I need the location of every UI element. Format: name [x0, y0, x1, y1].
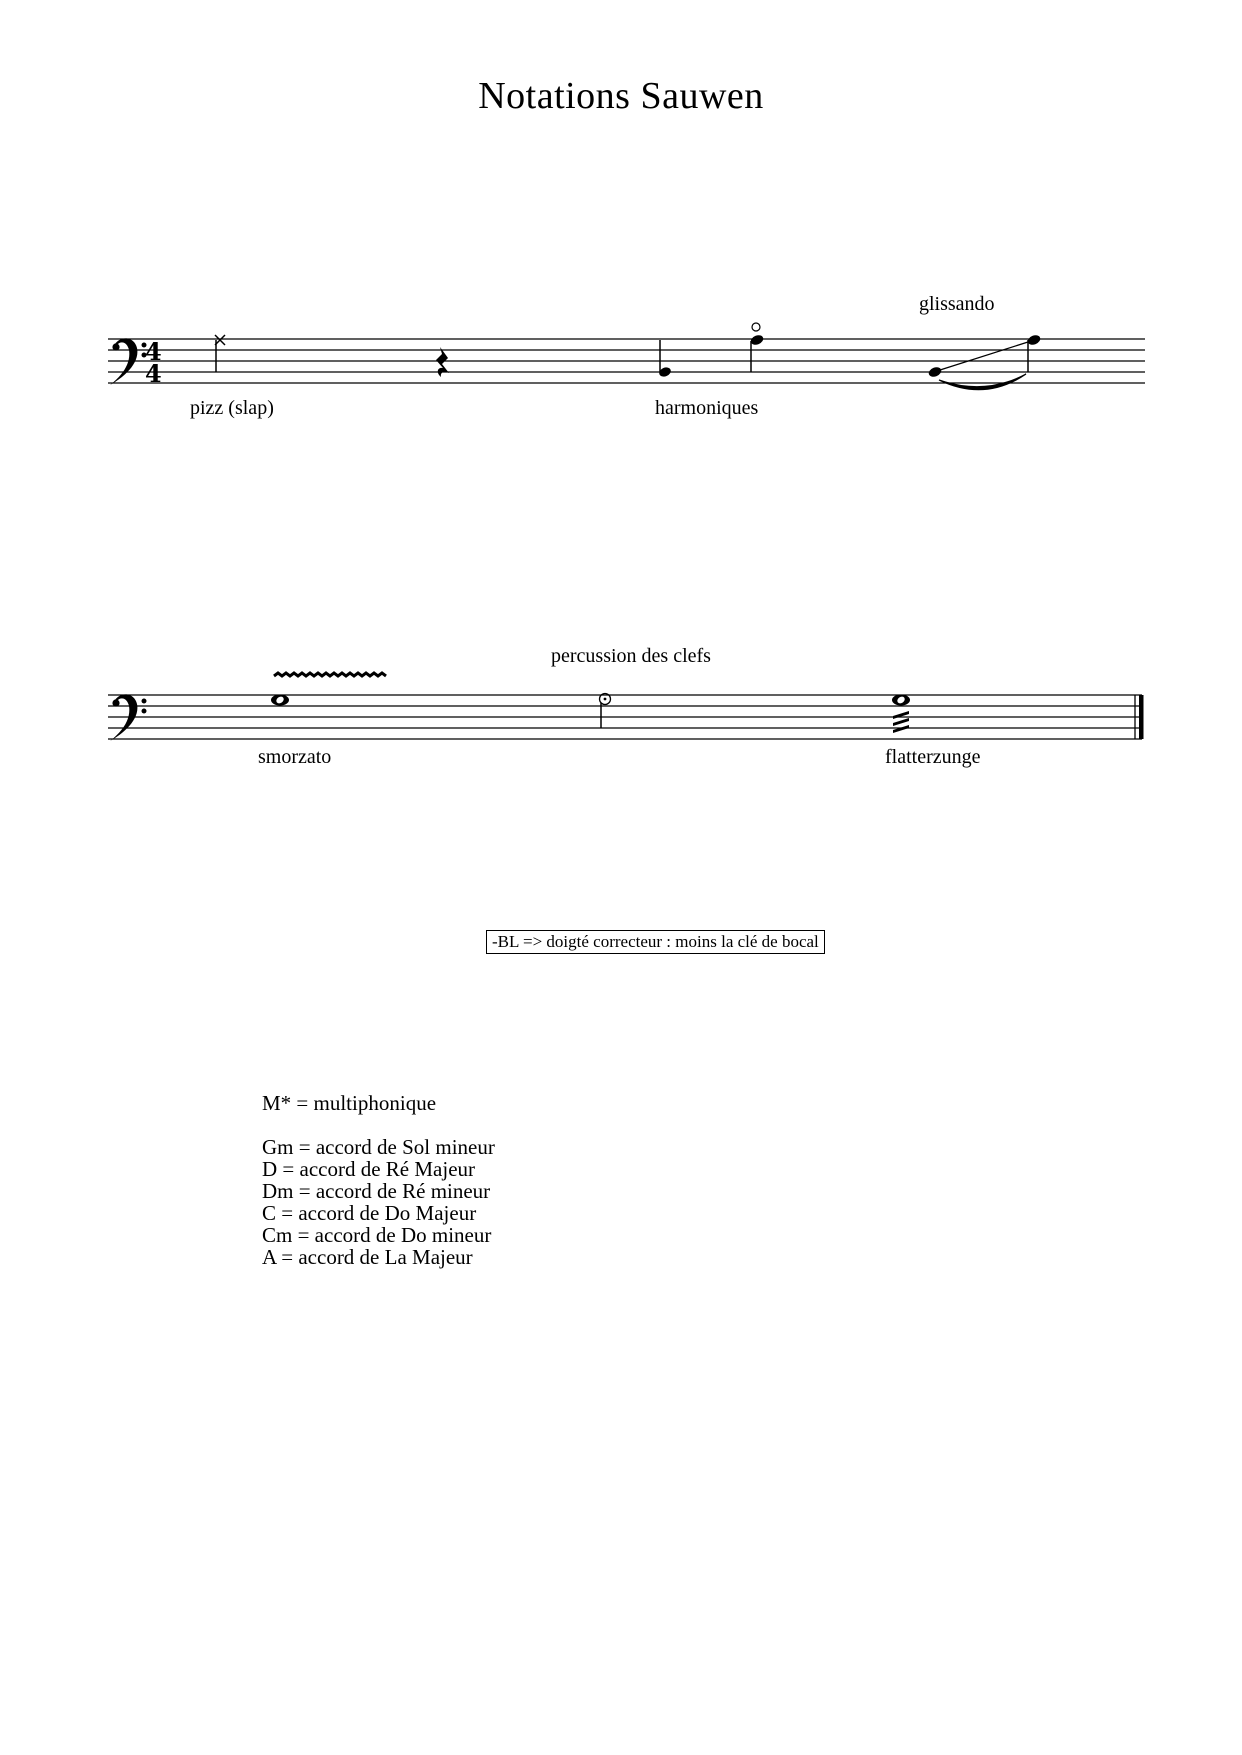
slap-note: [215, 335, 225, 372]
label-percussion: percussion des clefs: [551, 645, 711, 667]
time-signature-bottom: 4: [145, 359, 162, 388]
legend-chord: Gm = accord de Sol mineur: [262, 1135, 495, 1159]
boxed-note: -BL => doigté correcteur : moins la clé de bocal: [486, 930, 825, 954]
legend-chord: Dm = accord de Ré mineur: [262, 1179, 491, 1203]
legend-chord: D = accord de Ré Majeur: [262, 1157, 476, 1181]
bass-clef-icon: [110, 694, 147, 741]
flatterzunge-note: [892, 695, 910, 734]
legend-multiphonic: M* = multiphonique: [262, 1091, 437, 1115]
legend-chord: C = accord de Do Majeur: [262, 1201, 477, 1225]
bass-clef-icon: [110, 338, 147, 385]
label-flatterzunge: flatterzunge: [885, 746, 981, 768]
key-percussion-note: [600, 694, 611, 729]
staff-1: [108, 339, 1145, 383]
legend-chord: Cm = accord de Do mineur: [262, 1223, 492, 1247]
label-harmoniques: harmoniques: [655, 397, 759, 419]
legend: [262, 1092, 495, 1268]
label-pizz: pizz (slap): [190, 397, 274, 419]
staff-2: [108, 695, 1142, 739]
label-glissando: glissando: [919, 293, 995, 315]
smorzato-note: [271, 673, 386, 706]
legend-chord: A = accord de La Majeur: [262, 1245, 473, 1269]
harmonic-note: [749, 323, 764, 372]
time-signature-top: 4: [145, 337, 162, 366]
page-title: Notations Sauwen: [478, 75, 764, 117]
note-low: [658, 340, 672, 378]
label-smorzato: smorzato: [258, 746, 332, 768]
